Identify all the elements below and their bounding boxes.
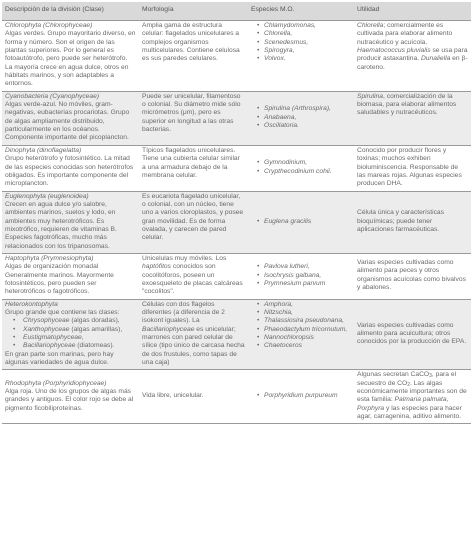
species-item: • Euglena gracilis [257, 218, 351, 226]
species-list [251, 392, 351, 400]
division-title: Cyanobacteria (Cyanophyceae) [5, 92, 100, 100]
class-note: (algas amarillas), [69, 325, 123, 333]
division-cell [2, 21, 139, 92]
class-note: (diatomeas). [75, 342, 115, 350]
subscript: 2 [407, 381, 410, 388]
morphology-text: Típicos flagelados unicelulares. Tiene una cubierta celular similar a una armadura debajo de la membrana celular. [142, 146, 240, 179]
utility-text: Varias especies cultivadas como alimento para peces y otros organismos acuícolas como bivalvos y abalones. [357, 259, 466, 292]
utility-text: ; comercialmente es cultivada para elaborar alimento nutracéutico y acuícola. [357, 22, 453, 46]
species-item: • Crypthecodinium cohii. [257, 168, 351, 176]
class-item [7, 342, 136, 350]
utility-text: , comercialización de la biomasa, para elaborar alimentos saludables y nutracéuticos. [357, 92, 457, 117]
utility-text: Conocido por producir flores y toxinas; muchos exhiben bioluminiscencia. Responsable de las mareas rojas. Algunas especies producen DHA. [357, 146, 462, 188]
subscript: 3 [429, 373, 432, 380]
species-item: • Amphora, [257, 301, 351, 309]
species-item: • Nannochloropsis [257, 334, 351, 342]
utility-cell [354, 145, 471, 191]
utility-cell [354, 299, 471, 370]
species-cell [248, 21, 354, 92]
utility-cell [354, 191, 471, 253]
division-title: Dinophyta (dinoflagelatta) [5, 146, 82, 154]
species-cell [248, 91, 354, 145]
class-name: Bacillariophyceae [23, 342, 76, 350]
division-desc: Algas verdes. Grupo mayoritario diverso, en forma y número. Son el origen de las plantas superiores. Por lo general es fotoautótrofo, pero puede ser heterótrofo. La mayoría crece en agua dulce, otros en hábitats marinos, y son adaptables a entornos. [5, 30, 136, 88]
class-name: Xanthophyceae [23, 325, 70, 333]
header-row [2, 2, 471, 21]
division-title: Euglenophyta (euglenoidea) [5, 192, 89, 200]
species-list [251, 263, 351, 288]
division-desc: Grupo grande que contiene las clases: [5, 309, 120, 316]
division-cell [2, 370, 139, 424]
table-row [2, 370, 471, 424]
species-item: • Spirulina (Arthrospira), [257, 105, 351, 113]
class-name: Eustigmatophyceae [23, 334, 82, 342]
utility-text: Varias especies cultivadas como alimento para acuicultura; otros conocidos por la producción de EPA. [357, 321, 467, 346]
utility-text: . Las algas económicamente importantes son de esta familia: [357, 379, 467, 404]
class-item [7, 317, 136, 325]
morphology-cell [139, 91, 248, 145]
species-cell [248, 145, 354, 191]
morphology-text: Amplia gama de estructura celular: flagelados unicelulares a complejos organismos multicelulares. Contiene celulosa es sus paredes celulares. [142, 22, 240, 63]
species-list [251, 105, 351, 130]
species-item: • Chlorella, [257, 30, 351, 38]
species-item: • Chaetoceros [257, 342, 351, 350]
header-utility: Utilidad [354, 2, 471, 21]
utility-cell [354, 21, 471, 92]
division-cell [2, 91, 139, 145]
species-item: • Scenedesmus, [257, 39, 351, 47]
species-item: • Phaeodactylum tricornutum, [257, 326, 351, 334]
utility-text: Algunas secretan CaCO [357, 371, 430, 379]
utility-text: y las especies para hacer agar, carragenina, aditivo alimento. [357, 404, 462, 421]
table-row [2, 91, 471, 145]
species-item: • Pavlova lutheri, [257, 263, 351, 271]
morphology-cell [139, 21, 248, 92]
table-row [2, 191, 471, 253]
species-list [251, 301, 351, 351]
class-item [7, 334, 136, 342]
utility-text: se usa para producir astaxantina. [357, 47, 468, 63]
division-cell [2, 191, 139, 253]
species-item: • Chlamydomonas, [257, 22, 351, 30]
division-title: Chlorophyta (Chlorophyceae) [5, 22, 93, 29]
species-list [251, 218, 351, 226]
morphology-text: Es eucariota flagelado unicelular, o colonial, con un núcleo, tiene uno a varios cloroplastos, y posee gran movilidad. Es de forma ovalada, y carecen de pared celular. [142, 192, 244, 242]
division-title: Rhodophyta (Porphyridiophyceae) [5, 379, 107, 387]
division-desc: Crecen en agua dulce y/o salobre, ambientes marinos, suelos y lodo, en ambientes muy heterotróficos. Es mixotrófico, requieren de vitaminas B. Especies fagotróficas, mucho más relacionados con los tripanosomas. [5, 200, 117, 250]
morphology-cell [139, 145, 248, 191]
morphology-text: Unicelulas muy móviles. Los [142, 254, 227, 262]
table-row [2, 145, 471, 191]
table-row [2, 253, 471, 299]
species-cell [248, 370, 354, 424]
utility-cell [354, 370, 471, 424]
utility-text: Célula única y características bioquímicas; puede tener aplicaciones farmacéuticas. [357, 209, 444, 233]
division-title: Haptophyta (Prymnesiophyta) [5, 254, 94, 262]
species-item: • Nitzschia, [257, 309, 351, 317]
species-item: • Anabaena, [257, 114, 351, 122]
morphology-text: Células con dos flagelos diferentes (a diferencia de 2 isokont iguales). La [142, 300, 225, 325]
division-cell [2, 253, 139, 299]
utility-italic: Spirulina [357, 92, 384, 100]
morphology-cell [139, 253, 248, 299]
division-cell [2, 145, 139, 191]
morphology-italic: haptófitos [142, 263, 171, 271]
utility-text: en β-caroteno. [357, 55, 468, 71]
class-note: , [81, 334, 84, 342]
morphology-text: conocidos son cocolitóforos, poseen un exoesqueleto de placas calcáreas "cocolitos". [142, 263, 243, 296]
division-cell [2, 299, 139, 370]
species-item: • Oscillatoria. [257, 122, 351, 130]
class-name: Chrysophyceae [23, 317, 70, 325]
division-desc: Algas de organización monadal Generalmente marinos. Mayormente fotosintéticos, pero pueden ser heterotróficos o fagotróficos. [5, 263, 114, 296]
header-species: Especies M.O. [248, 2, 354, 21]
species-item: • Porphyridium purpureum [257, 392, 351, 400]
class-note: (algas doradas), [69, 317, 120, 325]
header-division: Descripción de la división (Clase) [2, 2, 139, 21]
species-item: • Gymnodinium, [257, 159, 351, 167]
morphology-cell [139, 191, 248, 253]
header-morphology: Morfología [139, 2, 248, 21]
utility-italic: Palmaria palmata, Porphyra [357, 396, 449, 412]
morphology-cell [139, 370, 248, 424]
species-cell [248, 299, 354, 370]
table-row [2, 299, 471, 370]
utility-italic: Chlorella [357, 22, 384, 29]
microalgae-table [2, 2, 471, 424]
morphology-text: es unicelular; marrones con pared celular de sílice (tipo único de carcasa hecha de dos frustules, como tapas de una caja) [142, 325, 245, 367]
morphology-text: Vida libre, unicelular. [142, 392, 204, 400]
division-desc: Algas verde-azul. No móviles, gram-negativas, eubacterias procariotas. Grupo de algas ampliamente distribuido, particularmente en los océanos. Componente importante del picoplancton. [5, 101, 130, 142]
division-desc: Alga roja. Uno de los grupos de algas más grandes y antiguos. El color rojo se debe al pigmento ficobiliproteínas. [5, 388, 134, 412]
morphology-text: Puede ser unicelular, filamentoso o colonial. Su diámetro mide sólo micrómetros (μm), pero es superior en longitud a las otras bacterias. [142, 92, 241, 134]
table-row [2, 21, 471, 92]
species-list [251, 22, 351, 64]
species-list [251, 159, 351, 176]
morphology-italic: Bacillariophyceae [142, 325, 195, 333]
species-item: • Isochrysis galbana, [257, 272, 351, 280]
division-desc: Grupo heterótrofo y fotosintético. La mitad de las especies conocidas son heterótrofos obligados. Es importante componente del microplancton. [5, 155, 134, 188]
species-item: • Thalassiosira pseudonana, [257, 317, 351, 325]
species-cell [248, 253, 354, 299]
class-list [5, 317, 136, 350]
utility-cell [354, 253, 471, 299]
species-item: • Spirogyra, [257, 47, 351, 55]
utility-text: , para el secuestro de CO [357, 371, 457, 387]
morphology-cell [139, 299, 248, 370]
class-item [7, 326, 136, 334]
species-item: • Prymnesium parvum [257, 280, 351, 288]
utility-cell [354, 91, 471, 145]
species-cell [248, 191, 354, 253]
utility-italic: Dunaliella [420, 55, 451, 63]
division-title: Heterokontophyta [5, 300, 58, 308]
division-desc: En gran parte son marinas, pero hay algunas variedades de agua dulce. [5, 350, 114, 367]
utility-italic: Haematococcus pluvialis [357, 47, 431, 55]
species-item: • Volvox. [257, 55, 351, 63]
